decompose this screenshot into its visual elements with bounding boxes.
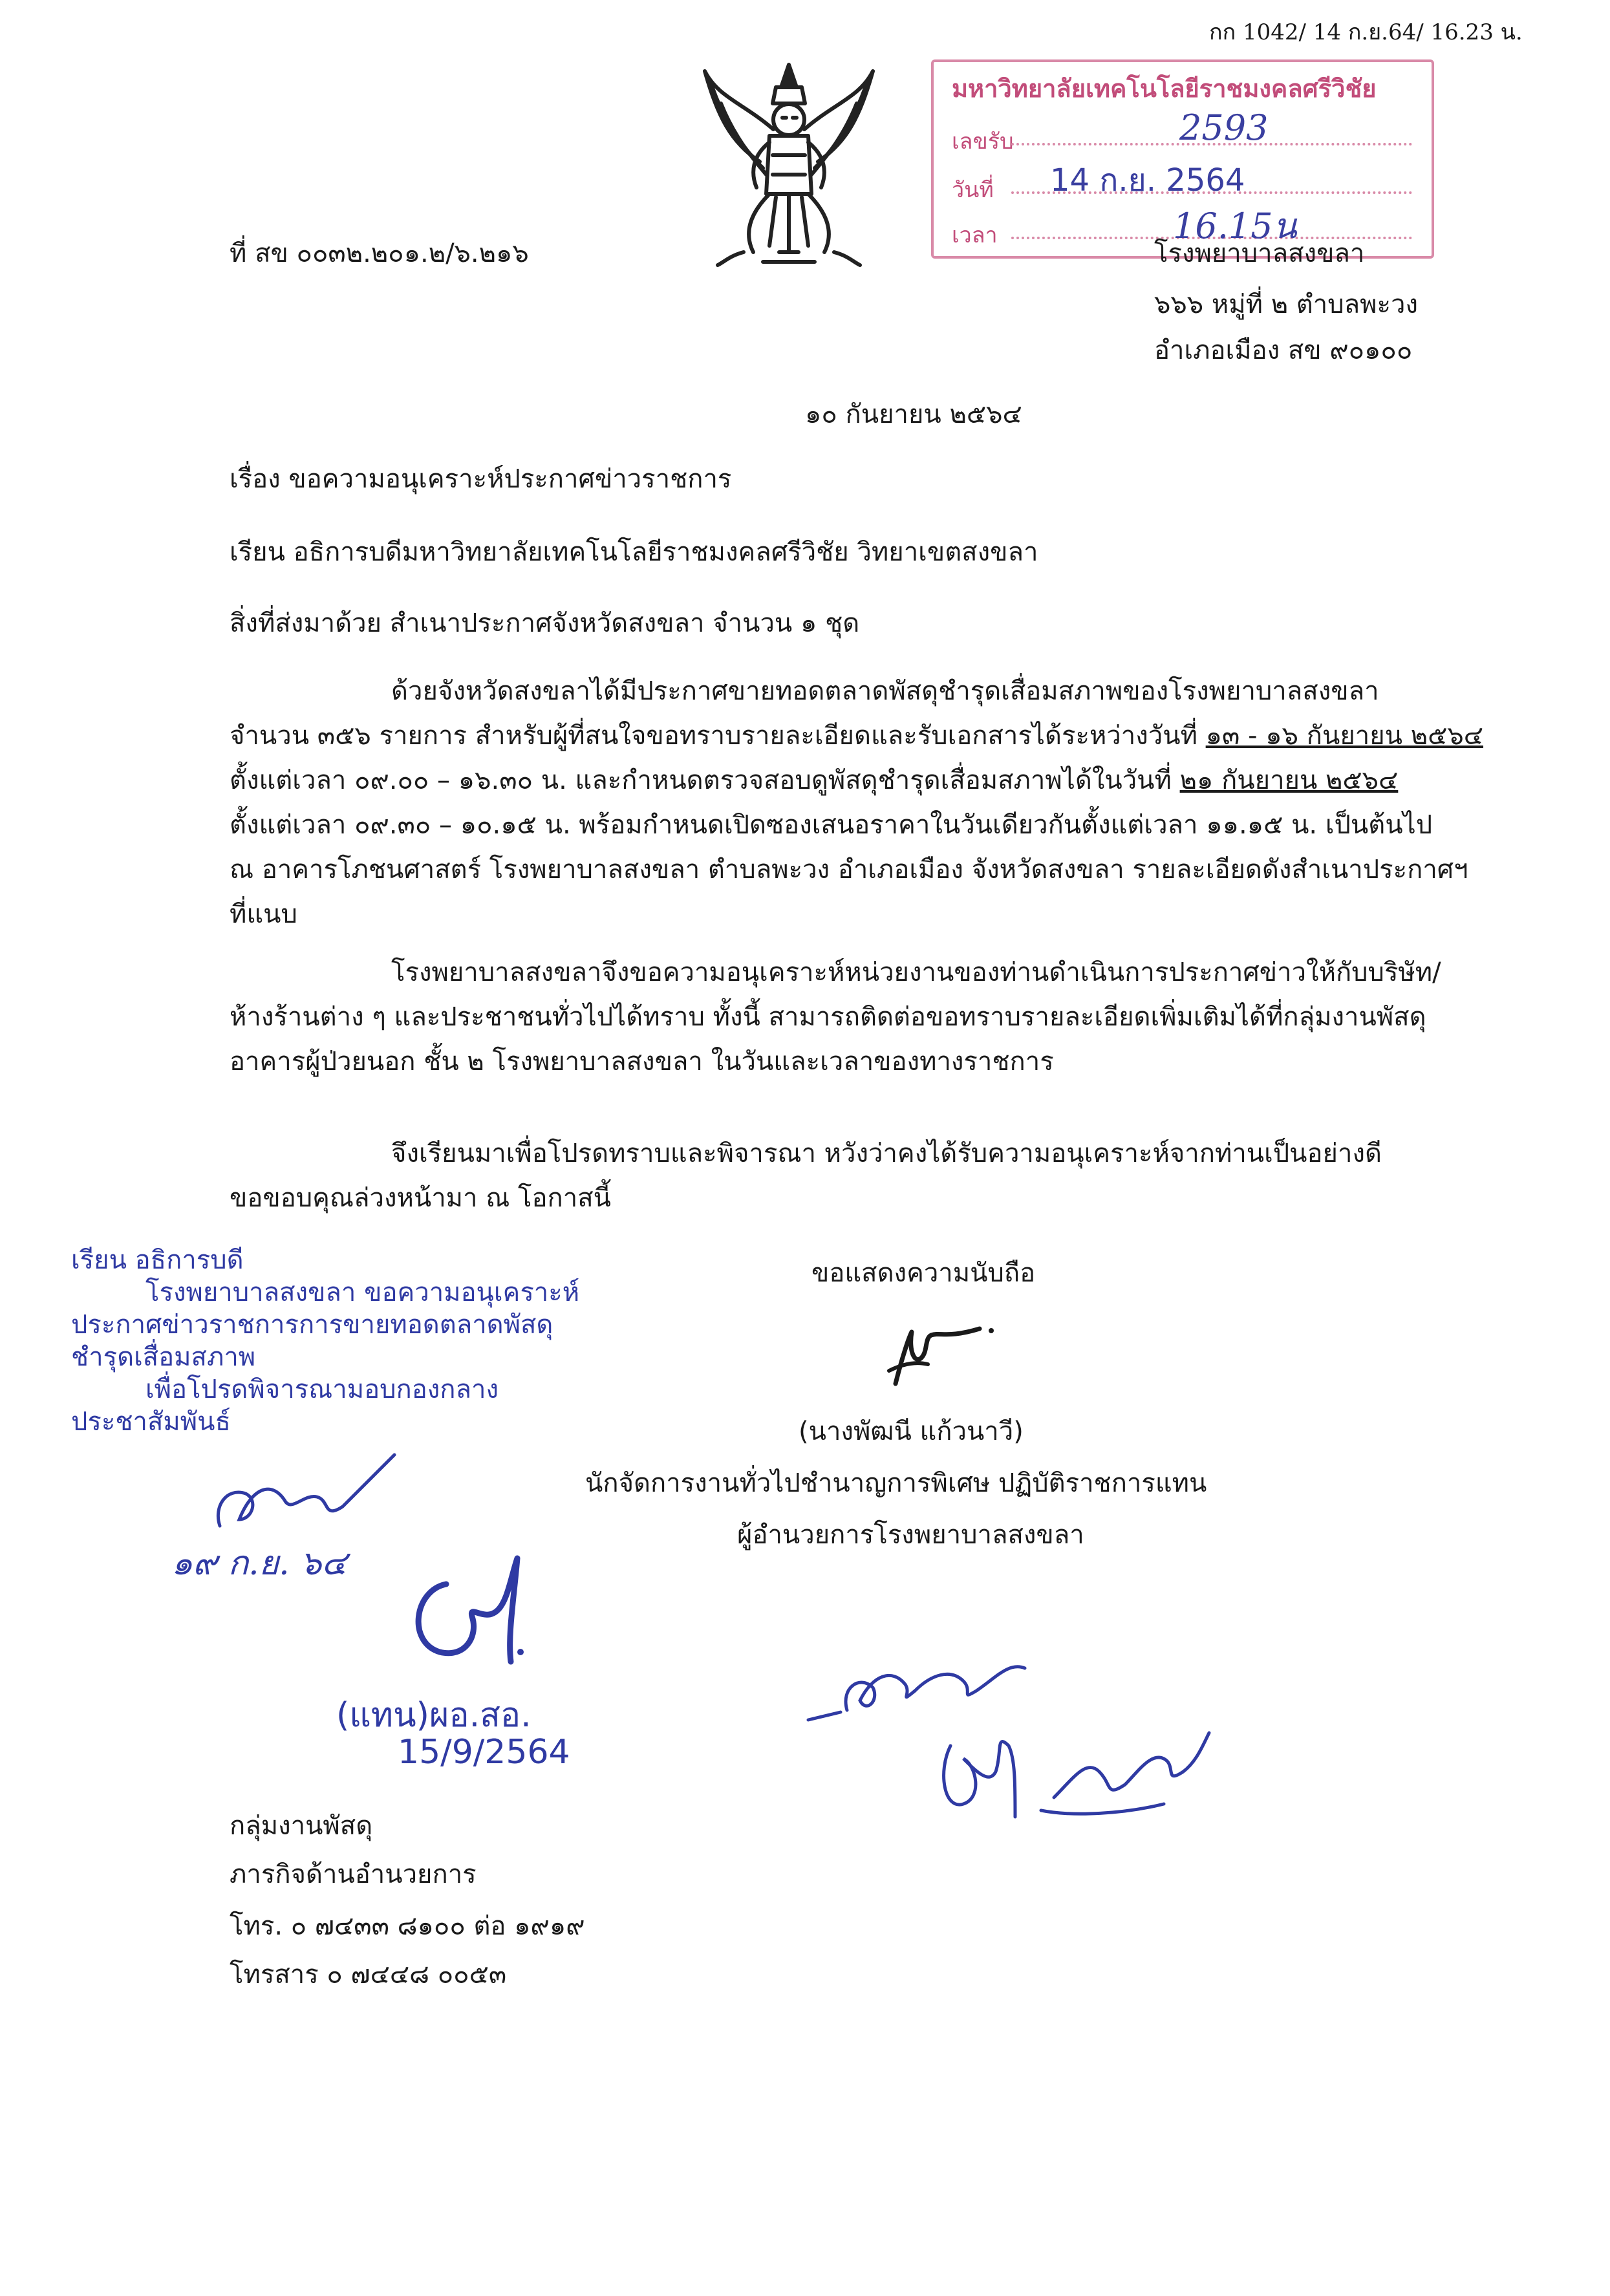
acting-date: 15/9/2564 [398, 1733, 570, 1772]
stamp-number-value: 2593 [1179, 107, 1269, 148]
signer-name: (นางพัฒนี แก้วนาวี) [799, 1417, 1024, 1446]
endorsement-signature-icon [802, 1623, 1216, 1830]
handnote-line-1: เรียน อธิการบดี [71, 1245, 244, 1275]
stamp-date-label: วันที่ [952, 177, 994, 203]
body-paragraph-3 [230, 1132, 1419, 1221]
p3-line: จึงเรียนมาเพื่อโปรดทราบและพิจารณา หวังว่าคงได้รับความอนุเคราะห์จากท่านเป็นอย่างดี [391, 1139, 1382, 1168]
signer-position: นักจัดการงานทั่วไปชำนาญการพิเศษ ปฏิบัติราชการแทน [585, 1468, 1207, 1498]
handnote-line-4: ชำรุดเสื่อมสภาพ [71, 1342, 256, 1372]
p2-line: โรงพยาบาลสงขลาจึงขอความอนุเคราะห์หน่วยงานของท่านดำเนินการประกาศข่าวให้กับบริษัท/ [391, 958, 1441, 987]
receipt-stamp [931, 59, 1434, 259]
acting-label: (แทน)ผอ.สอ. [336, 1696, 531, 1735]
sender-line-3: อำเภอเมือง สข ๙๐๑๐๐ [1154, 336, 1413, 365]
p1-line: ตั้งแต่เวลา ๐๙.๐๐ – ๑๖.๓๐ น. และกำหนดตรวจสอบดูพัสดุชำรุดเสื่อมสภาพได้ในวันที่ [230, 766, 1180, 795]
handnote-line-3: ประกาศข่าวราชการการขายทอดตลาดพัสดุ [71, 1310, 553, 1340]
garuda-emblem-icon [692, 58, 886, 272]
addressee-line: เรียน อธิการบดีมหาวิทยาลัยเทคโนโลยีราชมงคลศรีวิชัย วิทยาเขตสงขลา [230, 537, 1038, 567]
handnote-line-6: ประชาสัมพันธ์ [71, 1407, 231, 1437]
handnote-date: ๑๙ ก.ย. ๖๔ [171, 1544, 347, 1583]
signature-icon [876, 1300, 1005, 1397]
footer-phone: โทร. ๐ ๗๔๓๓ ๘๑๐๐ ต่อ ๑๙๑๙ [230, 1911, 585, 1941]
stamp-date-value: 14 ก.ย. 2564 [1050, 162, 1245, 198]
subject-line: เรื่อง ขอความอนุเคราะห์ประกาศข่าวราชการ [230, 464, 732, 494]
acting-signature-icon [388, 1539, 556, 1675]
letter-date: ๑๐ กันยายน ๒๕๖๔ [805, 400, 1022, 429]
stamp-time-value: 16.15น [1173, 206, 1297, 246]
p1-line: ด้วยจังหวัดสงขลาได้มีประกาศขายทอดตลาดพัสดุชำรุดเสื่อมสภาพของโรงพยาบาลสงขลา [391, 676, 1379, 706]
enclosure-line: สิ่งที่ส่งมาด้วย สำเนาประกาศจังหวัดสงขลา จำนวน ๑ ชุด [230, 608, 860, 638]
body-paragraph-2 [230, 950, 1441, 1084]
p1-line: ที่แนบ [230, 899, 297, 929]
p2-line: ห้างร้านต่าง ๆ และประชาชนทั่วไปได้ทราบ ทั้งนี้ สามารถติดต่อขอทราบรายละเอียดเพิ่มเติมได้ที่กลุ่มงานพัสดุ [230, 1002, 1426, 1032]
footer-dept: กลุ่มงานพัสดุ [230, 1811, 373, 1841]
handnote-signature-icon [194, 1448, 407, 1545]
p1-line: ณ อาคารโภชนศาสตร์ โรงพยาบาลสงขลา ตำบลพะวง อำเภอเมือง จังหวัดสงขลา รายละเอียดดังสำเนาประกาศฯ [230, 855, 1468, 885]
p3-line: ขอขอบคุณล่วงหน้ามา ณ โอกาสนี้ [230, 1183, 611, 1213]
p1-underlined-date: ๒๑ กันยายน ๒๕๖๔ [1179, 766, 1399, 795]
sender-line-2: ๖๖๖ หมู่ที่ ๒ ตำบลพะวง [1154, 290, 1418, 319]
handnote-line-2: โรงพยาบาลสงขลา ขอความอนุเคราะห์ [145, 1278, 580, 1307]
p2-line: อาคารผู้ป่วยนอก ชั้น ๒ โรงพยาบาลสงขลา ในวันและเวลาของทางราชการ [230, 1047, 1054, 1077]
p1-line: ตั้งแต่เวลา ๐๙.๓๐ – ๑๐.๑๕ น. พร้อมกำหนดเปิดซองเสนอราคาในวันเดียวกันตั้งแต่เวลา ๑๑.๑๕ น. เป็นต้นไป [230, 810, 1433, 840]
stamp-time-label: เวลา [952, 222, 998, 248]
body-paragraph-1 [230, 669, 1484, 937]
closing-text: ขอแสดงความนับถือ [811, 1258, 1036, 1288]
signer-org: ผู้อำนวยการโรงพยาบาลสงขลา [737, 1520, 1084, 1550]
footer-fax: โทรสาร ๐ ๗๔๔๘ ๐๐๕๓ [230, 1960, 507, 1990]
p1-underlined-date: ๑๓ - ๑๖ กันยายน ๒๕๖๔ [1205, 721, 1484, 751]
footer-division: ภารกิจด้านอำนวยการ [230, 1860, 477, 1889]
handnote-line-5: เพื่อโปรดพิจารณามอบกองกลาง [145, 1375, 499, 1404]
stamp-org: มหาวิทยาลัยเทคโนโลยีราชมงคลศรีวิชัย [952, 74, 1377, 103]
receipt-note: กก 1042/ 14 ก.ย.64/ 16.23 น. [1209, 19, 1523, 45]
stamp-number-label: เลขรับ [952, 129, 1014, 155]
sender-line-1: โรงพยาบาลสงขลา [1154, 239, 1365, 268]
doc-number: ที่ สข ๐๐๓๒.๒๐๑.๒/๖.๒๑๖ [230, 239, 529, 268]
p1-line: จำนวน ๓๕๖ รายการ สำหรับผู้ที่สนใจขอทราบรายละเอียดและรับเอกสารได้ระหว่างวันที่ [230, 721, 1206, 751]
